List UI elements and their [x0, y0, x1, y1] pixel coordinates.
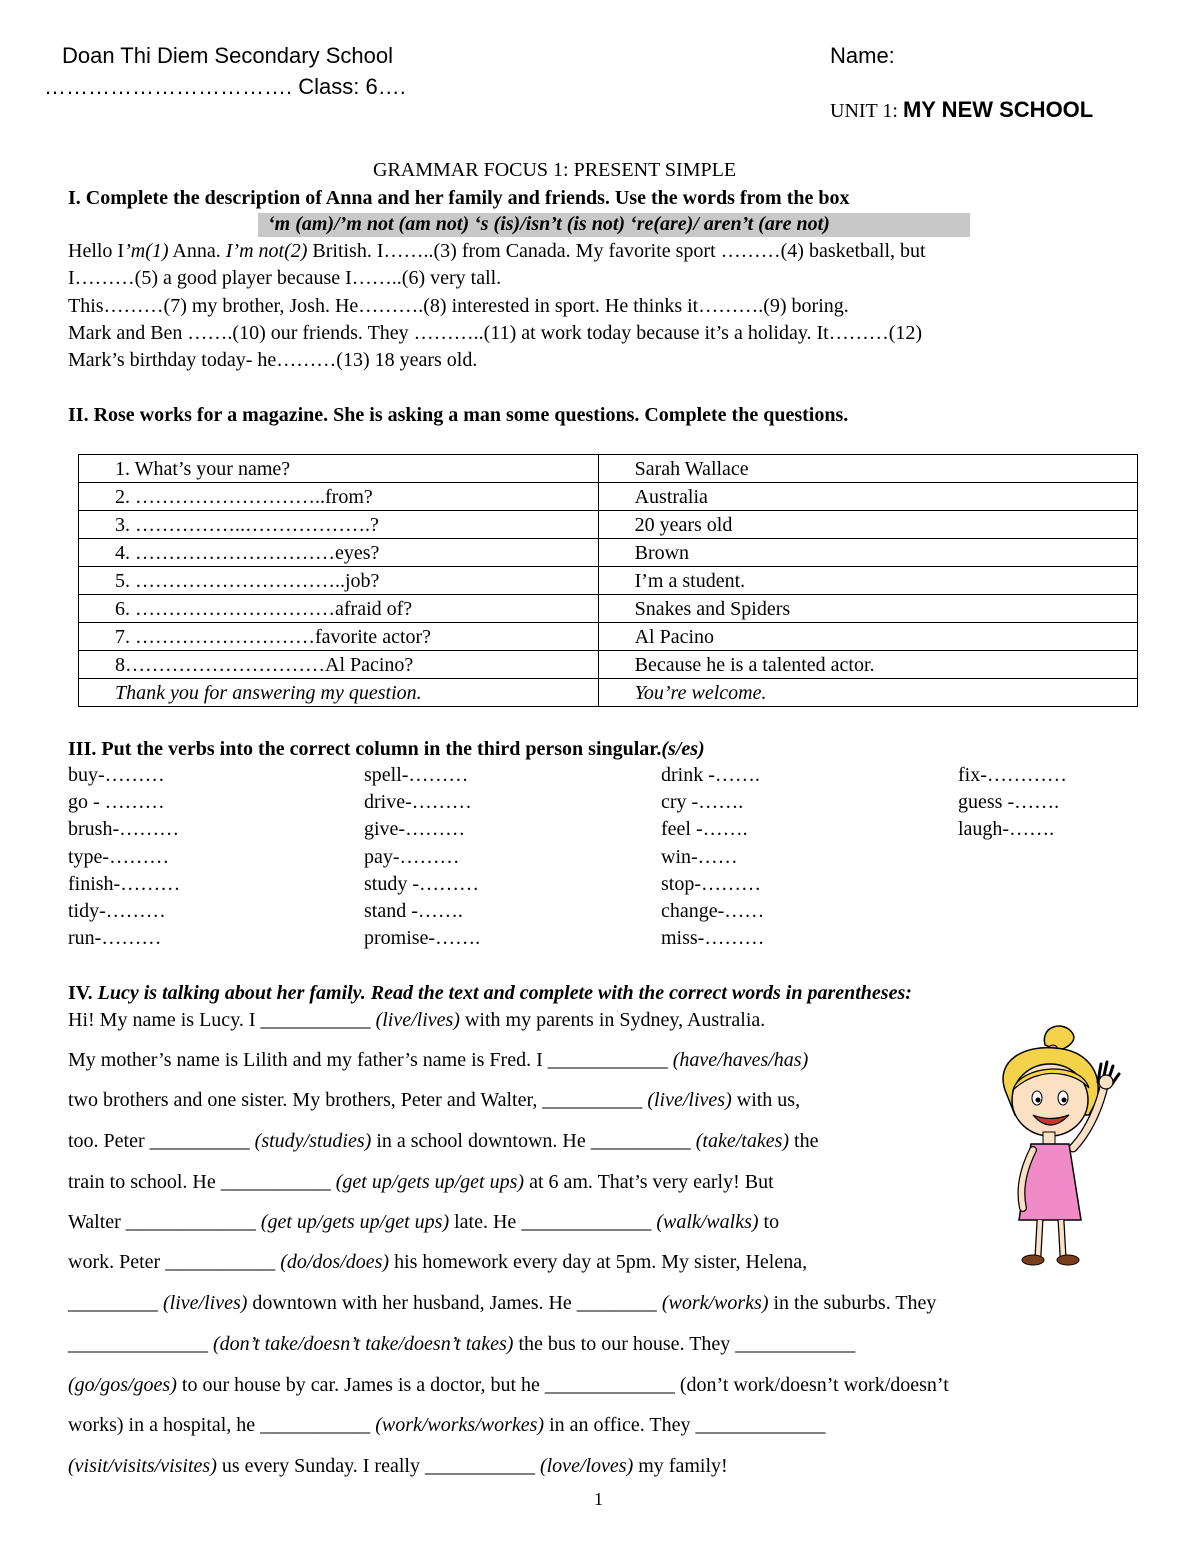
verb-item: laugh-……. — [958, 818, 1055, 840]
table-row — [79, 595, 1138, 623]
section1-line-4: Mark and Ben …….(10) our friends. They ………..(11) at work today because it’s a holiday. It………(12) — [68, 322, 923, 344]
verb-item: finish-……… — [68, 873, 181, 895]
passage-line: (go/gos/goes) to our house by car. James is a doctor, but he _____________ (don’t work/doesn’t work/doesn’t — [68, 1374, 949, 1396]
verb-item: brush-……… — [68, 818, 180, 840]
table-row — [79, 511, 1138, 539]
verb-item: drink -……. — [661, 764, 760, 786]
verb-item: go - ……… — [68, 791, 165, 813]
verb-item: stop-……… — [661, 873, 761, 895]
passage-line: too. Peter __________ (study/studies) in a school downtown. He __________ (take/takes) the — [68, 1130, 819, 1152]
question-cell: 1. What’s your name? — [79, 455, 599, 483]
table-row — [79, 539, 1138, 567]
question-cell: 5. …………………………..job? — [79, 567, 599, 595]
section4-heading: IV. Lucy is talking about her family. Read the text and complete with the correct words in parentheses: — [68, 982, 912, 1004]
passage-line: ______________ (don’t take/doesn’t take/doesn’t takes) the bus to our house. They ____________ — [68, 1333, 856, 1355]
answer-cell: Al Pacino — [598, 623, 1137, 651]
table-row — [79, 679, 1138, 707]
girl-waving-illustration — [985, 1020, 1140, 1270]
answer-cell: Brown — [598, 539, 1137, 567]
school-name: Doan Thi Diem Secondary School — [62, 43, 393, 68]
section2-heading: II. Rose works for a magazine. She is asking a man some questions. Complete the questions. — [68, 404, 849, 426]
answer-cell: Australia — [598, 483, 1137, 511]
answer-cell: Sarah Wallace — [598, 455, 1137, 483]
word-box-text: ‘m (am)/’m not (am not) ‘s (is)/isn’t (is not) ‘re(are)/ aren’t (are not) — [268, 213, 830, 235]
question-cell: 6. …………………………afraid of? — [79, 595, 599, 623]
verb-item: miss-……… — [661, 927, 765, 949]
section1-line-3: This………(7) my brother, Josh. He……….(8) interested in sport. He thinks it……….(9) boring. — [68, 295, 849, 317]
verb-item: tidy-……… — [68, 900, 166, 922]
verb-item: buy-……… — [68, 764, 165, 786]
verb-item: spell-……… — [364, 764, 469, 786]
verb-item: feel -……. — [661, 818, 748, 840]
section1-line-5: Mark’s birthday today- he………(13) 18 years old. — [68, 349, 478, 371]
table-row — [79, 455, 1138, 483]
section1-heading: I. Complete the description of Anna and her family and friends. Use the words from the box — [68, 187, 850, 209]
verb-item: win-…… — [661, 846, 738, 868]
question-cell: 8…………………………Al Pacino? — [79, 651, 599, 679]
passage-line: _________ (live/lives) downtown with her husband, James. He ________ (work/works) in the suburbs. They — [68, 1292, 937, 1314]
verb-item: run-……… — [68, 927, 162, 949]
section3-heading: III. Put the verbs into the correct column in the third person singular.(s/es) — [68, 738, 705, 760]
page-number: 1 — [594, 1489, 603, 1509]
table-row — [79, 651, 1138, 679]
verb-item: pay-……… — [364, 846, 460, 868]
question-cell: 7. ………………………favorite actor? — [79, 623, 599, 651]
class-line: ……………………………. Class: 6…. — [44, 74, 406, 99]
passage-line: train to school. He ___________ (get up/gets up/get ups) at 6 am. That’s very early! But — [68, 1171, 774, 1193]
passage-line: two brothers and one sister. My brothers, Peter and Walter, __________ (live/lives) with us, — [68, 1089, 801, 1111]
answer-cell: Because he is a talented actor. — [598, 651, 1137, 679]
passage-line: (visit/visits/visites) us every Sunday. I really ___________ (love/loves) my family! — [68, 1455, 728, 1477]
verb-item: cry -……. — [661, 791, 744, 813]
table-row — [79, 483, 1138, 511]
passage-line: Hi! My name is Lucy. I ___________ (live/lives) with my parents in Sydney, Australia. — [68, 1009, 766, 1031]
passage-line: work. Peter ___________ (do/dos/does) his homework every day at 5pm. My sister, Helena, — [68, 1251, 808, 1273]
question-cell: 3. ……………..……………….? — [79, 511, 599, 539]
passage-line: Walter _____________ (get up/gets up/get ups) late. He _____________ (walk/walks) to — [68, 1211, 780, 1233]
verb-item: type-……… — [68, 846, 170, 868]
table-row — [79, 623, 1138, 651]
verb-item: promise-……. — [364, 927, 481, 949]
grammar-focus-title: GRAMMAR FOCUS 1: PRESENT SIMPLE — [373, 159, 737, 181]
answer-cell: Snakes and Spiders — [598, 595, 1137, 623]
name-label: Name: — [830, 43, 895, 68]
verb-item: change-…… — [661, 900, 765, 922]
verb-item: study -……… — [364, 873, 479, 895]
verb-item: give-……… — [364, 818, 466, 840]
qa-table — [78, 454, 1138, 707]
verb-item: drive-……… — [364, 791, 472, 813]
question-cell: 4. …………………………eyes? — [79, 539, 599, 567]
passage-line: My mother’s name is Lilith and my father’s name is Fred. I ____________ (have/haves/has) — [68, 1049, 809, 1071]
answer-cell: 20 years old — [598, 511, 1137, 539]
question-cell: Thank you for answering my question. — [79, 679, 599, 707]
table-row — [79, 567, 1138, 595]
answer-cell: You’re welcome. — [598, 679, 1137, 707]
answer-cell: I’m a student. — [598, 567, 1137, 595]
passage-line: works) in a hospital, he ___________ (work/works/workes) in an office. They _____________ — [68, 1414, 826, 1436]
verb-item: fix-………… — [958, 764, 1067, 786]
question-cell: 2. ………………………..from? — [79, 483, 599, 511]
section1-line-1: Hello I’m(1) Anna. I’m not(2) British. I……..(3) from Canada. My favorite sport ………(4) basketball, but — [68, 240, 926, 262]
section1-line-2: I………(5) a good player because I……..(6) very tall. — [68, 267, 502, 289]
verb-item: stand -……. — [364, 900, 463, 922]
unit-title: UNIT 1: MY NEW SCHOOL — [830, 97, 1094, 122]
verb-item: guess -……. — [958, 791, 1060, 813]
